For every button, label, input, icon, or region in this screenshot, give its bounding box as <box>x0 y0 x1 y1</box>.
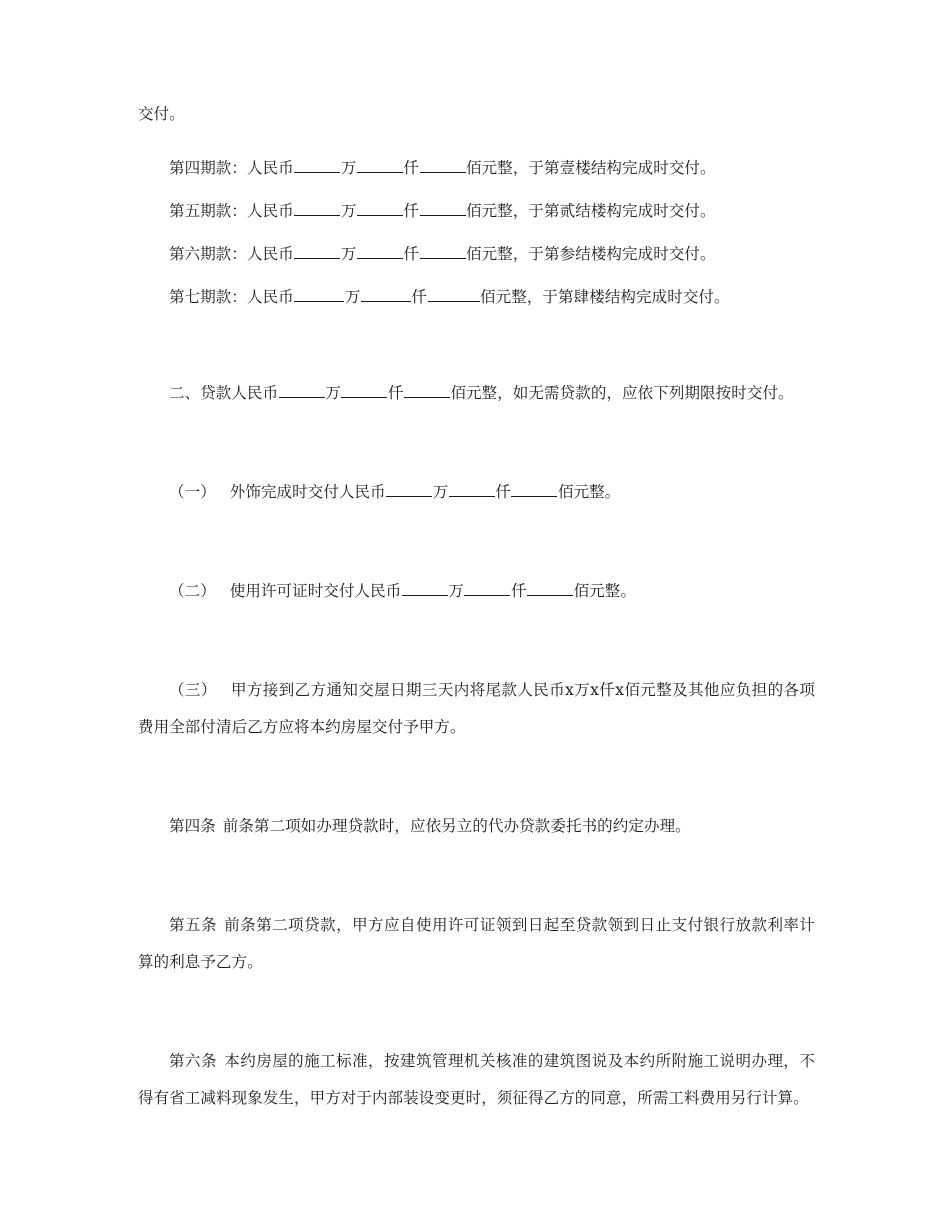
unit-qian-5: 仟 <box>403 202 420 220</box>
installment-label-5: 第五期款：人民币 <box>169 202 294 220</box>
installment-label-6: 第六期款：人民币 <box>169 245 294 263</box>
document-body <box>138 96 815 1117</box>
unit-wan-5: 万 <box>340 202 357 220</box>
article-title-5: 第五条 <box>169 916 217 934</box>
installment-label-7: 第七期款：人民币 <box>169 288 294 306</box>
loan-item-unit-qian-2: 仟 <box>510 582 527 600</box>
unit-wan-7: 万 <box>344 288 361 306</box>
loan-item-unit-wan-1: 万 <box>432 483 449 501</box>
article-text-4: 前条第二项如办理贷款时，应依另立的代办贷款委托书的约定办理。 <box>222 817 691 835</box>
loan-item-blank-bai-2 <box>527 580 573 596</box>
unit-qian-6: 仟 <box>403 245 420 263</box>
installment-label-4: 第四期款：人民币 <box>169 159 294 177</box>
amount-blank-qian-4 <box>357 157 403 173</box>
loan-item-blank-bai-1 <box>511 481 557 497</box>
unit-wan-6: 万 <box>340 245 357 263</box>
loan-item-tail-1: 佰元整。 <box>557 483 621 501</box>
amount-blank-wan-4 <box>294 157 340 173</box>
loan-item-lead-1: 外饰完成时交付人民币 <box>229 483 386 501</box>
article-6 <box>138 1043 815 1117</box>
unit-wan-4: 万 <box>340 159 357 177</box>
loan-clause-number: 二、 <box>169 384 201 402</box>
loan-item-1 <box>138 474 815 511</box>
installment-tail-7: 佰元整，于第肆楼结构完成时交付。 <box>480 288 730 306</box>
installment-row-7 <box>138 276 815 319</box>
amount-blank-bai-5 <box>420 200 466 216</box>
continuation-line: 交付。 <box>138 105 185 123</box>
loan-item-marker-1: （一） <box>169 483 216 501</box>
article-text-6: 本约房屋的施工标准，按建筑管理机关核准的建筑图说及本约所附施工说明办理，不得有省工减料现象发生，甲方对于内部装设变更时，须征得乙方的同意，所需工料费用另行计算。 <box>138 1052 815 1107</box>
loan-blank-bai <box>404 382 450 398</box>
unit-qian-7: 仟 <box>411 288 428 306</box>
installment-row-5 <box>138 190 815 233</box>
amount-blank-qian-5 <box>357 200 403 216</box>
article-title-6: 第六条 <box>169 1052 217 1070</box>
loan-item-text-3: 甲方接到乙方通知交屋日期三天内将尾款人民币x万x仟x佰元整及其他应负担的各项费用全部付清后乙方应将本约房屋交付予甲方。 <box>138 681 815 736</box>
loan-clause <box>138 375 815 412</box>
amount-blank-bai-6 <box>420 243 466 259</box>
amount-blank-qian-6 <box>357 243 403 259</box>
installment-row-4 <box>138 147 815 190</box>
loan-clause-tail: 佰元整，如无需贷款的，应依下列期限按时交付。 <box>450 384 794 402</box>
amount-blank-bai-4 <box>420 157 466 173</box>
loan-item-lead-2: 使用许可证时交付人民币 <box>229 582 402 600</box>
loan-unit-wan: 万 <box>325 384 341 402</box>
loan-clause-lead: 贷款人民币 <box>200 384 279 402</box>
amount-blank-wan-5 <box>294 200 340 216</box>
loan-blank-wan <box>279 382 325 398</box>
installment-tail-4: 佰元整，于第壹楼结构完成时交付。 <box>466 159 716 177</box>
article-title-4: 第四条 <box>169 817 216 835</box>
amount-blank-wan-7 <box>294 286 344 302</box>
amount-blank-bai-7 <box>428 286 480 302</box>
loan-item-tail-2: 佰元整。 <box>573 582 636 600</box>
installment-list <box>138 147 815 319</box>
loan-item-unit-qian-1: 仟 <box>495 483 511 501</box>
article-text-5: 前条第二项贷款，甲方应自使用许可证领到日起至贷款领到日止支付银行放款利率计算的利息予乙方。 <box>138 916 815 971</box>
loan-item-blank-qian-1 <box>449 481 495 497</box>
article-5 <box>138 907 815 981</box>
installment-row-6 <box>138 233 815 276</box>
installment-tail-5: 佰元整，于第贰结楼构完成时交付。 <box>466 202 716 220</box>
article-4 <box>138 808 815 845</box>
installment-tail-6: 佰元整，于第参结楼构完成时交付。 <box>466 245 716 263</box>
amount-blank-wan-6 <box>294 243 340 259</box>
loan-item-marker-2: （二） <box>169 582 216 600</box>
unit-qian-4: 仟 <box>403 159 420 177</box>
loan-unit-qian: 仟 <box>387 384 404 402</box>
loan-item-unit-wan-2: 万 <box>448 582 464 600</box>
amount-blank-qian-7 <box>361 286 411 302</box>
loan-item-2 <box>138 573 815 610</box>
loan-item-blank-wan-1 <box>386 481 432 497</box>
loan-item-blank-qian-2 <box>464 580 510 596</box>
loan-item-blank-wan-2 <box>402 580 448 596</box>
loan-item-marker-3: （三） <box>169 681 217 699</box>
loan-item-3 <box>138 672 815 746</box>
loan-blank-qian <box>341 382 387 398</box>
